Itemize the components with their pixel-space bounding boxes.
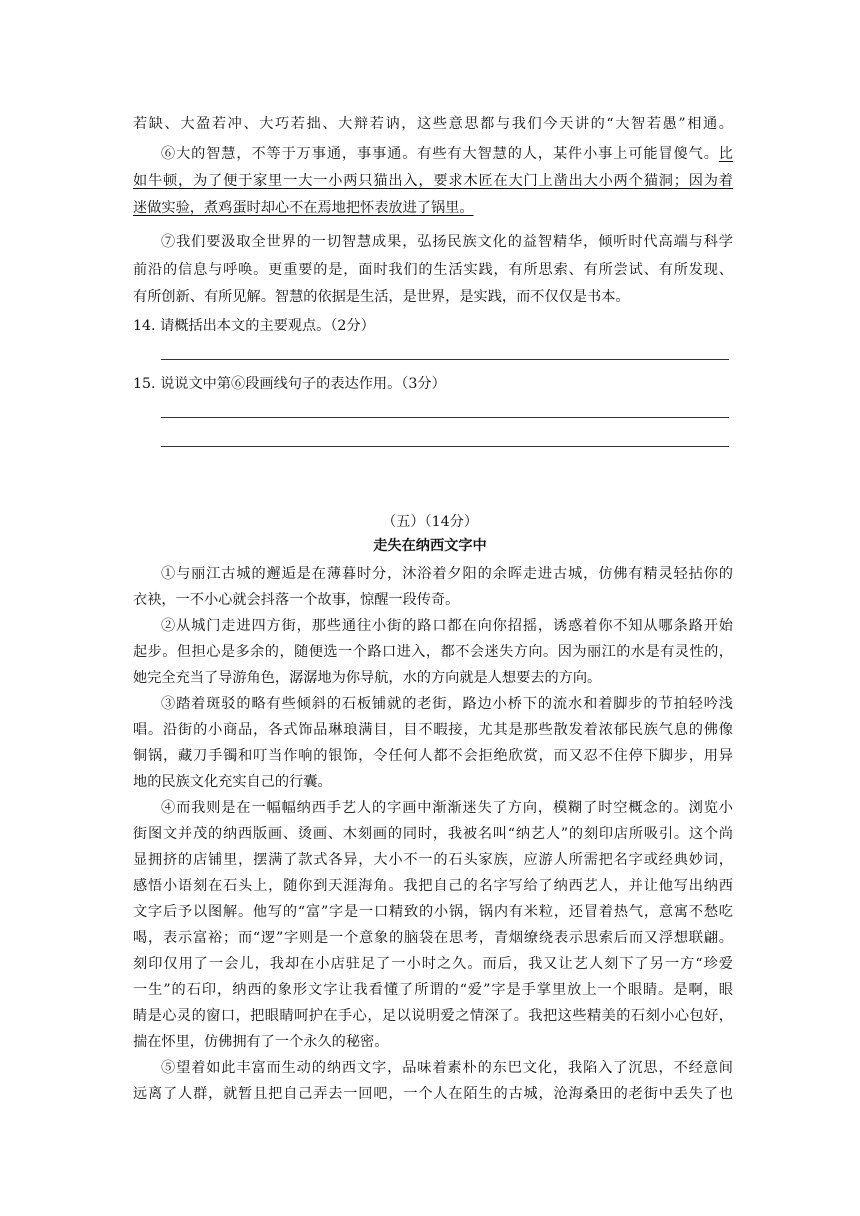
article-line: 刻印仅用了一会儿，我却在小店驻足了一小时之久。而后，我又让艺人刻下了另一方“珍爱	[133, 956, 733, 972]
article-line: 感悟小语刻在石头上，随你到天涯海角。我把自己的名字写给了纳西艺人，并让他写出纳西	[133, 878, 733, 894]
question-15: 15. 说说文中第⑥段画线句子的表达作用。（3分）	[133, 376, 446, 392]
article-line: ②从城门走进四方街，那些通往小街的路口都在向你招摇，诱惑着你不知从哪条路开始	[161, 618, 733, 634]
section-header: （五）（14分）	[381, 514, 479, 530]
underlined-line: 迷做实验，煮鸡蛋时却心不在焉地把怀表放进了锅里。	[133, 200, 474, 216]
article-line: 睛是心灵的窗口，把眼睛呵护在手心，足以说明爱之情深了。我把这些精美的石刻小心包好，	[133, 1008, 733, 1024]
article-line: 唱。沿街的小商品，各式饰品琳琅满目，目不暇接，尤其是那些散发着浓郁民族气息的佛像	[133, 722, 733, 738]
paragraph-7-line: ⑦我们要汲取全世界的一切智慧成果，弘扬民族文化的益智精华，倾听时代高端与科学	[161, 234, 733, 250]
article-line: 地的民族文化充实自己的行囊。	[133, 774, 332, 790]
paragraph-6-line: ⑥大的智慧，不等于万事通，事事通。有些有大智慧的人，某件小事上可能冒傻气。比	[161, 146, 733, 162]
article-line: 铜锅，藏刀手镯和叮当作响的银饰，令任何人都不会拒绝欣赏，而又忍不住停下脚步，用异	[133, 748, 733, 764]
article-line: 喝，表示富裕；而“逻”字则是一个意象的脑袋在思考，青烟缭绕表示思索后而又浮想联翩。	[133, 930, 733, 946]
answer-line[interactable]	[161, 446, 729, 447]
article-line: 远离了人群，就暂且把自己弄去一回吧，一个人在陌生的古城，沧海桑田的老街中丢失了也	[133, 1086, 733, 1102]
article-line: 她完全充当了导游角色，潺潺地为你导航，水的方向就是人想要去的方向。	[133, 670, 602, 686]
article-line: 文字后予以图解。他写的“富”字是一口精致的小锅，锅内有米粒，还冒着热气，意寓不愁吃	[133, 904, 733, 920]
article-title: 走失在纳西文字中	[373, 538, 487, 554]
article-line: ⑤望着如此丰富而生动的纳西文字，品味着素朴的东巴文化，我陷入了沉思，不经意间	[161, 1060, 733, 1076]
underlined-sentence: 比	[718, 146, 733, 162]
article-line: 一生”的石印，纳西的象形文字让我看懂了所谓的“爱”字是手掌里放上一个眼睛。是啊，眼	[133, 982, 733, 998]
article-line: ①与丽江古城的邂逅是在薄暮时分，沐浴着夕阳的余晖走进古城，仿佛有精灵轻拈你的	[161, 566, 733, 582]
article-line: 起步。但担心是多余的，随便选一个路口进入，都不会迷失方向。因为丽江的水是有灵性的，	[133, 644, 733, 660]
paragraph-line: 前沿的信息与呼唤。更重要的是，面时我们的生活实践，有所思索、有所尝试、有所发现、	[133, 262, 733, 278]
question-14: 14. 请概括出本文的主要观点。（2分）	[133, 318, 375, 334]
answer-line[interactable]	[161, 359, 729, 360]
article-line: 揣在怀里，仿佛拥有了一个永久的秘密。	[133, 1034, 389, 1050]
article-line: 衣袂，一不小心就会抖落一个故事，惊醒一段传奇。	[133, 592, 460, 608]
answer-line[interactable]	[161, 417, 729, 418]
underlined-line: 如牛顿，为了便于家里一大一小两只猫出入，要求木匠在大门上凿出大小两个猫洞；因为着	[133, 173, 733, 189]
article-line: ③踏着斑驳的略有些倾斜的石板铺就的老街，路边小桥下的流水和着脚步的节拍轻吟浅	[161, 696, 733, 712]
article-line: 显拥挤的店铺里，摆满了款式各异，大小不一的石头家族，应游人所需把名字或经典妙词，	[133, 852, 733, 868]
paragraph-line: 有所创新、有所见解。智慧的依据是生活，是世界，是实践，而不仅仅是书本。	[133, 289, 630, 305]
article-line: ④而我则是在一幅幅纳西手艺人的字画中渐渐迷失了方向，模糊了时空概念的。浏览小	[161, 800, 733, 816]
paragraph-line: 若缺、大盈若冲、大巧若拙、大辩若讷，这些意思都与我们今天讲的“大智若愚”相通。	[133, 116, 733, 132]
article-line: 街图文并茂的纳西版画、烫画、木刻画的同时，我被名叫“纳艺人”的刻印店所吸引。这个尚	[133, 826, 733, 842]
